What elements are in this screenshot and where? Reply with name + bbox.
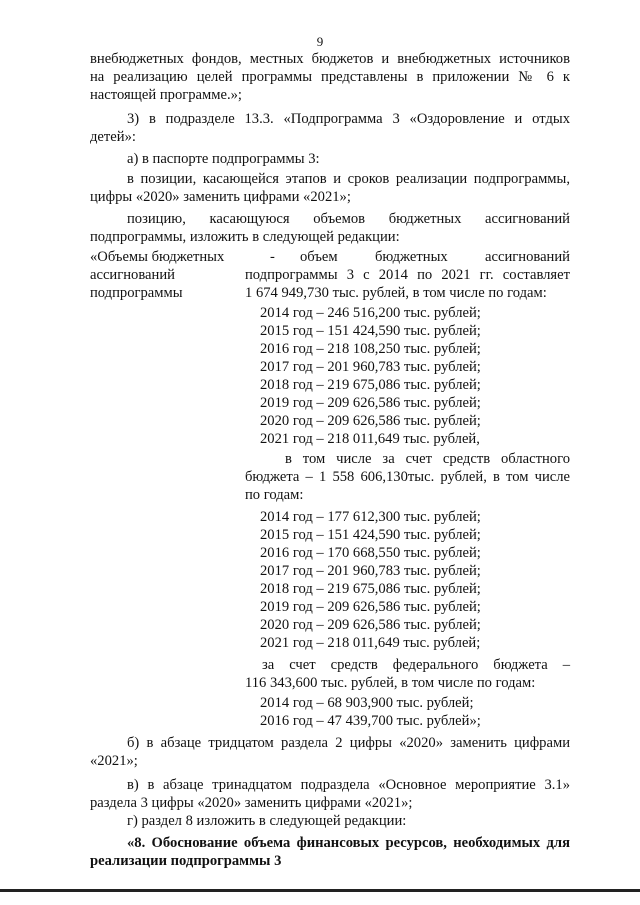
body-line: цифры «2020» заменить цифрами «2021»; [90, 189, 351, 205]
year-line: 2021 год – 218 011,649 тыс. рублей; [260, 635, 481, 651]
year-line: 2021 год – 218 011,649 тыс. рублей, [260, 431, 480, 447]
table-value-line: объем бюджетных ассигнований [300, 249, 570, 265]
body-line: раздела 3 цифры «2020» заменить цифрами «2021»; [90, 795, 413, 811]
section-heading: «8. Обоснование объема финансовых ресурсов, необходимых для [127, 835, 570, 851]
page-number: 9 [316, 34, 324, 49]
body-line: позицию, касающуюся объемов бюджетных ассигнований [127, 211, 570, 227]
table-left-label: ассигнований [90, 267, 175, 283]
table-value-line: подпрограммы 3 с 2014 по 2021 гг. составляет [245, 267, 570, 283]
body-line: б) в абзаце тридцатом раздела 2 цифры «2020» заменить цифрами [127, 735, 570, 751]
body-line: «2021»; [90, 753, 138, 769]
body-line: г) раздел 8 изложить в следующей редакции: [127, 813, 407, 829]
body-line: 3) в подразделе 13.3. «Подпрограмма 3 «Оздоровление и отдых [127, 111, 570, 127]
body-line: а) в паспорте подпрограммы 3: [127, 151, 320, 167]
year-line: 2014 год – 246 516,200 тыс. рублей; [260, 305, 481, 321]
year-line: 2016 год – 218 108,250 тыс. рублей; [260, 341, 481, 357]
table-value-line: за счет средств федерального бюджета – [262, 657, 570, 673]
year-line: 2016 год – 170 668,550 тыс. рублей; [260, 545, 481, 561]
body-line: детей»: [90, 129, 136, 145]
year-line: 2019 год – 209 626,586 тыс. рублей; [260, 395, 481, 411]
year-line: 2019 год – 209 626,586 тыс. рублей; [260, 599, 481, 615]
body-line: внебюджетных фондов, местных бюджетов и внебюджетных источников [90, 51, 570, 67]
section-heading: реализации подпрограммы 3 [90, 853, 282, 869]
body-line: подпрограммы, изложить в следующей редакции: [90, 229, 400, 245]
table-value-line: бюджета – 1 558 606,130тыс. рублей, в том числе [245, 469, 570, 485]
body-line: в) в абзаце тринадцатом подраздела «Основное мероприятие 3.1» [127, 777, 570, 793]
body-line: на реализацию целей программы представлены в приложении № 6 к [90, 69, 570, 85]
year-line: 2017 год – 201 960,783 тыс. рублей; [260, 359, 481, 375]
year-line: 2014 год – 68 903,900 тыс. рублей; [260, 695, 474, 711]
footer-rule [0, 889, 640, 892]
year-line: 2018 год – 219 675,086 тыс. рублей; [260, 377, 481, 393]
table-left-label: «Объемы бюджетных [90, 249, 225, 265]
year-line: 2020 год – 209 626,586 тыс. рублей; [260, 617, 481, 633]
table-value-line: в том числе за счет средств областного [285, 451, 570, 467]
year-line: 2015 год – 151 424,590 тыс. рублей; [260, 527, 481, 543]
table-left-label: подпрограммы [90, 285, 183, 301]
body-line: в позиции, касающейся этапов и сроков реализации подпрограммы, [127, 171, 570, 187]
year-line: 2014 год – 177 612,300 тыс. рублей; [260, 509, 481, 525]
year-line: 2015 год – 151 424,590 тыс. рублей; [260, 323, 481, 339]
table-dash: - [270, 249, 275, 265]
year-line: 2018 год – 219 675,086 тыс. рублей; [260, 581, 481, 597]
body-line: настоящей программе.»; [90, 87, 242, 103]
year-line: 2020 год – 209 626,586 тыс. рублей; [260, 413, 481, 429]
table-value-line: по годам: [245, 487, 304, 503]
table-value-line: 116 343,600 тыс. рублей, в том числе по годам: [245, 675, 536, 691]
year-line: 2016 год – 47 439,700 тыс. рублей»; [260, 713, 481, 729]
table-value-line: 1 674 949,730 тыс. рублей, в том числе по годам: [245, 285, 547, 301]
year-line: 2017 год – 201 960,783 тыс. рублей; [260, 563, 481, 579]
